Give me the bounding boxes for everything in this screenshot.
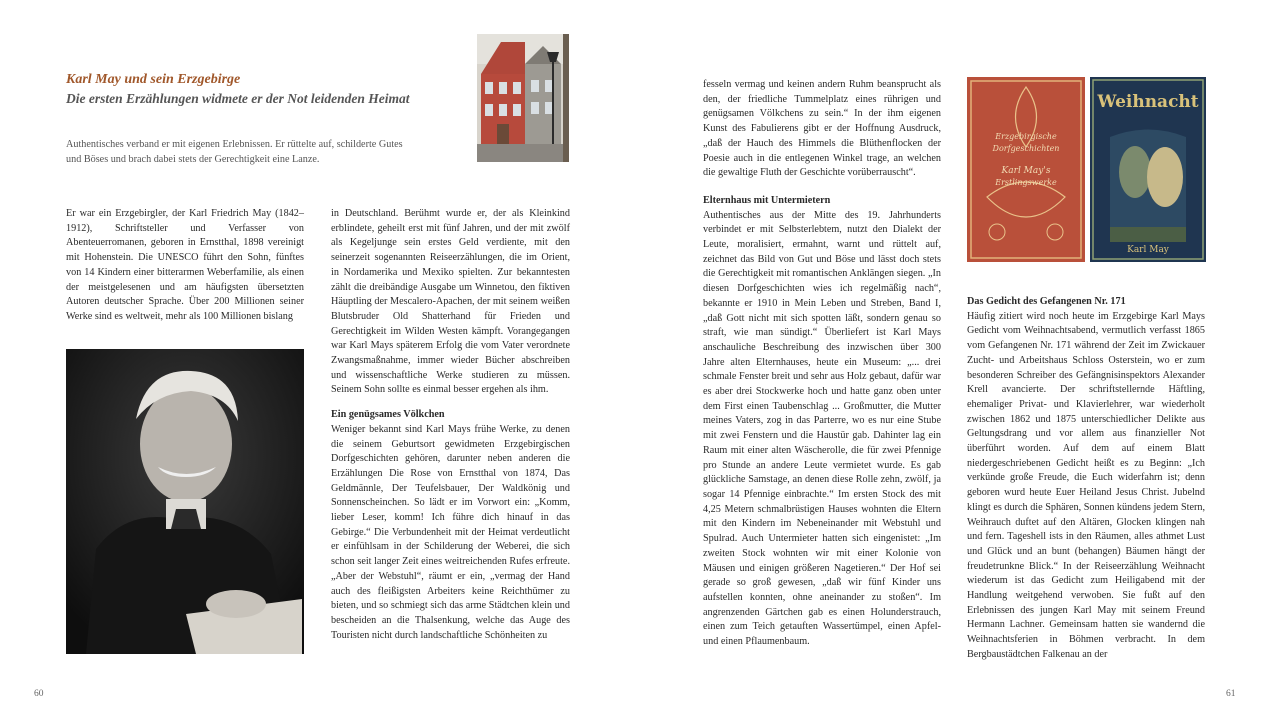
intro-paragraph: Authentisches verband er mit eigenen Erlebnissen. Er rüttelte auf, schilderte Gutes und Böses und brach dabei stets der Gerechtigkeit eine Lanze. [66, 139, 403, 165]
body-paragraph: Häufig zitiert wird noch heute im Erzgebirge Karl Mays Gedicht vom Weihnachtsabend, vermutlich verfasst 1865 vom Gefangenen Nr. 171 während der Zeit im Zwickauer Zucht- und Arbeitshaus Schloss Osterstein, wo er zum besonderen Schreiber des Gefängnisinspektors Alexander Krell avancierte. Der schriftstellernde Häftling, ehemaliger Privat- und Klavierlehrer, war wiederholt zwischen 1862 und 1875 unterschiedlicher Delikte aus Geltungsdrang und vor allem aus finanzieller Not überführt worden. Auf dem auf einem Blatt niedergeschriebenen Gedicht heißt es zu Beginn: „Ich verkünde große Freude, die Euch widerfahrn ist; denn geboren wurd heute Euer Heiland Jesus Christ. Jubelnd klingt es durch die Sphären, Sonnen kündens jedem Stern, Weihrauch duftet auf den Altären, Glocken klingen nah und fern. Tageshell ists in den Räumen, alles athmet Lust und Glück und an bunt (behangen) Bäumen hängt der freudetrunkne Blick.“ In der Reiseerzählung Weihnacht wiederum ist das Gedicht zum Heiligabend mit der Handlung weitgehend verwoben. Sie fußt auf den Erlebnissen des jungen Karl May mit seinem Freund Hermann Lachner. Gemeinsam hatten sie wandernd die Weihnachtsferien in Böhmen verbracht. In dem Bergbaustädtchen Falkenau an der [967, 310, 1205, 660]
book-cover-art [1090, 77, 1206, 262]
page-number-right: 61 [1226, 689, 1236, 699]
portrait-art [66, 349, 304, 654]
svg-text:Karl May: Karl May [1127, 245, 1169, 255]
body-paragraph: Weniger bekannt sind Karl Mays frühe Werke, zu denen die seinem Geburtsort gewidmeten Erzgebirgischen Dorfgeschichten gehören, darunter neben anderen die Erzählungen Die Rose von Ernstthal von 1874, Das Geldmännle, Der Teufelsbauer, Der Waldkönig und Sonnenscheinchen. So lädt er im Vorwort ein: „Komm, lieber Leser, komm! Ich führe dich hinauf in das Gebirge.“ Die Verbundenheit mit der Heimat verdeutlicht er einfühlsam in der Schilderung der Weberei, die sich schon seit langer Zeit eines weitreichenden Rufes erfreute. „Aber der Webstuhl“, räumt er ein, „vermag der Hand auch des fleißigsten Arbeiters keine Reichthümer zu bieten, und so schmiegt sich das arme Städtchen klein und bescheiden an die Thalsenkung, welche das Auge des Touristen nicht durch landschaftliche Schönheiten zu [331, 423, 570, 641]
svg-text:Erstlingswerke: Erstlingswerke [995, 178, 1057, 187]
book-cover-weihnacht [1090, 77, 1206, 262]
body-paragraph: Er war ein Erzgebirgler, der Karl Friedrich May (1842–1912), Schriftsteller und Verfasser von Abenteuerromanen, geboren in Ernstthal, 1898 vereinigt mit Hohenstein. Die UNESCO führt den Sohn, fünftes von 14 Kindern einer bitterarmen Weberfamilie, als einen der meistgelesenen und am häufigsten übersetzten Autoren deutscher Sprache. Über 200 Millionen seiner Werke sind es weltweit, mehr als 100 Millionen bislang [66, 208, 304, 322]
column-1 [66, 207, 304, 325]
karl-may-portrait [66, 349, 304, 654]
body-paragraph: fesseln vermag und keinen andern Ruhm beansprucht als den, der friedliche Tummelplatz eines rührigen und genügsamen Völkchens zu sein.“ In der ihm eigenen Kunst des Fabulierens gibt er der Hoffnung Ausdruck, „daß der Hauch des Himmels die Blüthenflocken der Poesie auch in die entlegenen Winkel trage, an welchen die gewaltige Fluth der Geschichte vorüberrauscht“. [703, 79, 941, 179]
svg-text:Weihnacht: Weihnacht [1097, 92, 1199, 112]
book-cover-dorfgeschichten [967, 77, 1085, 262]
body-paragraph: in Deutschland. Berühmt wurde er, der als Kleinkind erblindete, geheilt erst mit fünf Jahren, und der mit zwölf als Kegeljunge sein erstes Geld verdiente, mit den seinerzeit sogenannten Reiseerzählungen, die im Orient, in Nordamerika und Mexiko spielten. Zur bekanntesten zählt die dreibändige Ausgabe um Winnetou, den fiktiven Häuptling der Mescalero-Apachen, der mit seinem weißen Blutsbruder Old Shatterhand für Frieden und Gerechtigkeit im Wilden Westen kämpft. Vorangegangen war Karl Mays späterem Erfolg die vom Vater verordnete Zwangsmaßnahme, immer wieder Bücher abschreiben und wissenschaftliche Werke studieren zu müssen. Seinem Sohn sollte es einmal besser ergehen als ihm. [331, 208, 570, 396]
svg-text:Erzgebirgische: Erzgebirgische [995, 132, 1057, 141]
column-3 [703, 78, 941, 650]
book-cover-art [967, 77, 1085, 262]
page-subtitle: Die ersten Erzählungen widmete er der Not leidenden Heimat [66, 91, 410, 106]
page-number-left: 60 [34, 689, 44, 699]
section-heading: Elternhaus mit Untermietern [703, 194, 831, 206]
svg-text:Dorfgeschichten: Dorfgeschichten [992, 144, 1060, 153]
page-title: Karl May und sein Erzgebirge [66, 72, 241, 87]
section-heading: Ein genügsames Völkchen [331, 409, 445, 421]
body-paragraph: Authentisches aus der Mitte des 19. Jahrhunderts verbindet er mit Selbsterlebtem, nutzt den Dialekt der Leute, moralisiert, ermahnt, warnt und rüttelt auf, zeichnet das Bild von Gut und Böse und lässt doch stets die Gerechtigkeit mit romantischen Anklängen siegen. „In diesen Dorfgeschichten wies ich regelmäßig nach“, bekannte er 1910 in Mein Leben und Streben, Band I, „daß Gott nicht mit sich spotten läßt, sondern genau so straft, wie man sündigt.“ Überliefert ist Karl Mays anschauliche Beschreibung des inzwischen über 300 Jahre alten Elternhauses, heute ein Museum: „... drei schmale Fenster breit und sehr aus Holz gebaut, dafür war es aber drei Stockwerke hoch und hatte ganz oben unter dem First einen Taubenschlag ... Großmutter, die Mutter meines Vaters, zog in das Parterre, wo es nur eine Stube mit zwei Fenstern und die Haustür gab. Dahinter lag ein Raum mit einer alten Wäscherolle, die für zwei Pfennige pro Stunde an andere Leute vermietet wurde. Es gab glückliche Samstage, an denen diese Rolle zehn, zwölf, ja sogar 14 Pfennige einbrachte.“ Im ersten Stock des mit 4,25 Metern schmalbrüstigen Hauses wohnten die Eltern mit den Kindern im Nebeneinander mit Webstuhl und Spulrad. Auch Untermieter hatten sich eingenistet: „Im zweiten Stock wohnten wir mit einer Kolonie von Mäusen und einigen größeren Nagetieren.“ Der Hof sei gerade so groß gewesen, „daß wir fünf Kinder uns aufstellen konnten, ohne aneinander zu stoßen“. Im angrenzenden Gärtchen gab es einen Holunderstrauch, einen zum Teich getauften Wassertümpel, einen Apfel- und einen Pflaumenbaum. [703, 209, 941, 648]
column-4 [967, 295, 1205, 663]
house-photo [477, 34, 569, 162]
svg-text:Karl May's: Karl May's [1001, 166, 1051, 176]
house-photo-art [477, 34, 569, 162]
column-2 [331, 207, 570, 643]
section-heading: Das Gedicht des Gefangenen Nr. 171 [967, 296, 1126, 307]
